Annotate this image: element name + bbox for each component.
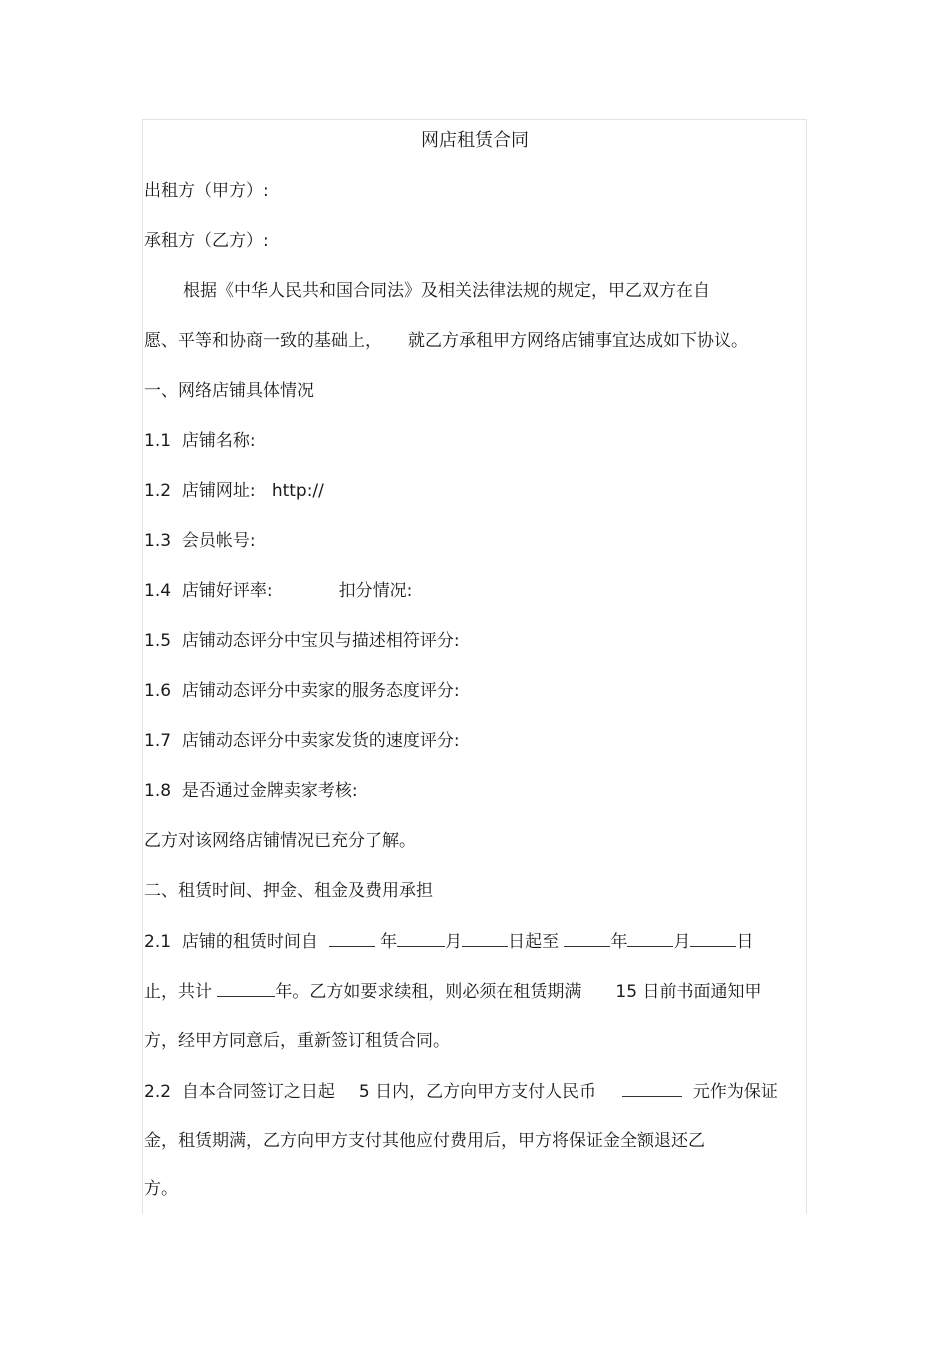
clause-1-8: 1.8 是否通过金牌卖家考核: — [144, 781, 358, 801]
lessor-line: 出租方（甲方）: — [144, 181, 269, 201]
clause-1-6: 1.6 店铺动态评分中卖家的服务态度评分: — [144, 681, 460, 701]
intro-paragraph-line2: 愿、平等和协商一致的基础上， 就乙方承租甲方网络店铺事宜达成如下协议。 — [144, 331, 748, 351]
clause-2-2-line1: 2.2 自本合同签订之日起 5 日内，乙方向甲方支付人民币 元作为保证 — [144, 1082, 778, 1102]
section-heading-1: 一、网络店铺具体情况 — [144, 381, 314, 401]
clause-2-2-line3: 方。 — [144, 1179, 178, 1199]
clause-1-4: 1.4 店铺好评率: 扣分情况: — [144, 581, 413, 601]
clause-2-1-line2: 止，共计 年。乙方如要求续租，则必须在租赁期满 15 日前书面通知甲 — [144, 982, 762, 1002]
clause-1-7: 1.7 店铺动态评分中卖家发货的速度评分: — [144, 731, 460, 751]
clause-1-1: 1.1 店铺名称: — [144, 431, 256, 451]
clause-2-1-line1: 2.1 店铺的租赁时间自 年 月 日起至 年 月 日 — [144, 932, 754, 952]
clause-1-3: 1.3 会员帐号: — [144, 531, 256, 551]
understood-statement: 乙方对该网络店铺情况已充分了解。 — [144, 831, 416, 851]
lessee-line: 承租方（乙方）: — [144, 231, 269, 251]
section-heading-2: 二、租赁时间、押金、租金及费用承担 — [144, 881, 433, 901]
clause-2-1-line3: 方，经甲方同意后，重新签订租赁合同。 — [144, 1031, 450, 1051]
contract-title: 网店租赁合同 — [421, 130, 529, 151]
clause-2-2-line2: 金，租赁期满，乙方向甲方支付其他应付费用后，甲方将保证金全额退还乙 — [144, 1131, 705, 1151]
clause-1-2: 1.2 店铺网址: http:// — [144, 481, 324, 501]
clause-1-5: 1.5 店铺动态评分中宝贝与描述相符评分: — [144, 631, 460, 651]
intro-paragraph-line1: 根据《中华人民共和国合同法》及相关法律法规的规定，甲乙双方在自 — [183, 281, 710, 301]
